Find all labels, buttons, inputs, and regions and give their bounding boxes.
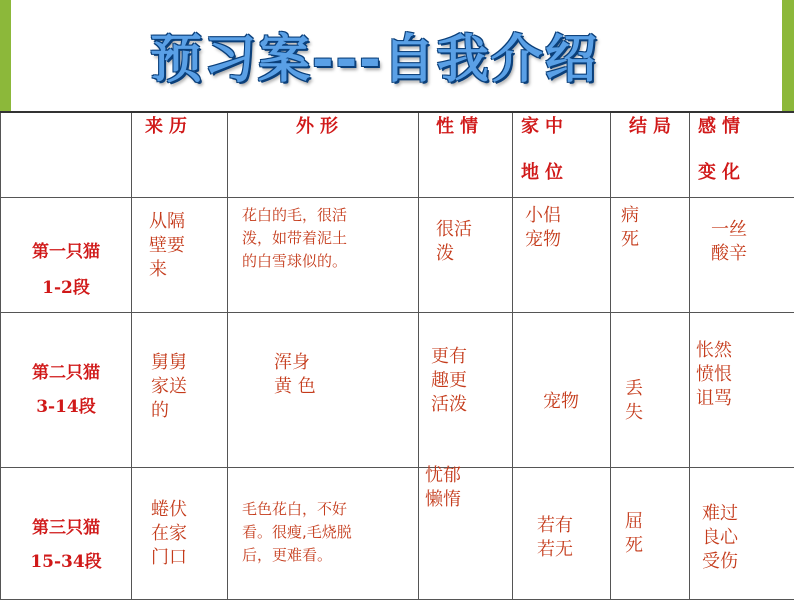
appearance-text: 浑身 黄 色 bbox=[274, 351, 316, 399]
ending-cell bbox=[611, 313, 690, 468]
origin-text: 从隔 壁要 来 bbox=[149, 210, 185, 282]
table-row bbox=[1, 198, 794, 313]
appearance-text: 毛色花白，不好 看。很瘦,毛烧脱 后，更难看。 bbox=[242, 498, 352, 567]
feeling-cell bbox=[690, 198, 794, 313]
temper-text: 忧郁 懒惰 bbox=[425, 464, 461, 512]
header-feeling-label-1: 感情 bbox=[698, 109, 746, 145]
header-temper bbox=[419, 112, 513, 198]
header-empty-cell bbox=[1, 112, 132, 198]
row-range: 1-2段 bbox=[1, 270, 131, 306]
origin-text: 舅舅 家送 的 bbox=[151, 351, 187, 423]
ending-text: 屈 死 bbox=[625, 510, 643, 558]
feeling-cell bbox=[690, 313, 794, 468]
status-text: 宠物 bbox=[543, 390, 579, 414]
header-appearance-label: 外形 bbox=[296, 109, 344, 145]
feeling-text: 难过 良心 受伤 bbox=[702, 502, 738, 574]
header-ending bbox=[611, 112, 690, 198]
ending-cell bbox=[611, 468, 690, 600]
origin-cell bbox=[132, 468, 228, 600]
row-label: 第三只猫 bbox=[1, 510, 131, 546]
feeling-text: 怅然 愤恨 诅骂 bbox=[696, 339, 732, 411]
feeling-cell bbox=[690, 468, 794, 600]
header-origin-label: 来历 bbox=[145, 109, 193, 145]
ending-text: 病 死 bbox=[621, 204, 639, 252]
origin-cell bbox=[132, 313, 228, 468]
appearance-cell bbox=[228, 198, 419, 313]
cat-comparison-table bbox=[0, 111, 794, 600]
temper-cell bbox=[419, 313, 513, 468]
header-temper-label: 性情 bbox=[436, 109, 484, 145]
temper-text: 更有 趣更 活泼 bbox=[431, 345, 467, 417]
temper-cell bbox=[419, 198, 513, 313]
table-row bbox=[1, 468, 794, 600]
header-appearance bbox=[228, 112, 419, 198]
row-range: 15-34段 bbox=[1, 544, 131, 580]
header-feeling-label-2: 变化 bbox=[698, 155, 746, 191]
row-label: 第一只猫 bbox=[1, 234, 131, 270]
table-header-row bbox=[1, 112, 794, 198]
appearance-cell bbox=[228, 468, 419, 600]
temper-text: 很活 泼 bbox=[436, 218, 472, 266]
temper-cell bbox=[419, 468, 513, 600]
ending-text: 丢 失 bbox=[625, 377, 643, 425]
origin-cell bbox=[132, 198, 228, 313]
table-row bbox=[1, 313, 794, 468]
status-cell bbox=[513, 313, 611, 468]
appearance-cell bbox=[228, 313, 419, 468]
header-status bbox=[513, 112, 611, 198]
status-cell bbox=[513, 468, 611, 600]
status-cell bbox=[513, 198, 611, 313]
header-feeling bbox=[690, 112, 794, 198]
row-label-cell bbox=[1, 468, 132, 600]
header-ending-label: 结局 bbox=[629, 109, 677, 145]
status-text: 小侣 宠物 bbox=[525, 204, 561, 252]
header-status-label-1: 家中 bbox=[521, 109, 569, 145]
appearance-text: 花白的毛，很活 泼，如带着泥土 的白雪球似的。 bbox=[242, 204, 347, 273]
slide-title: 预习案---自我介绍 bbox=[150, 20, 599, 100]
ending-cell bbox=[611, 198, 690, 313]
row-label-cell bbox=[1, 313, 132, 468]
header-origin bbox=[132, 112, 228, 198]
header-status-label-2: 地位 bbox=[521, 155, 569, 191]
row-range: 3-14段 bbox=[1, 389, 131, 425]
status-text: 若有 若无 bbox=[537, 514, 573, 562]
feeling-text: 一丝 酸辛 bbox=[711, 218, 747, 266]
row-label: 第二只猫 bbox=[1, 355, 131, 391]
origin-text: 蜷伏 在家 门口 bbox=[151, 498, 187, 570]
row-label-cell bbox=[1, 198, 132, 313]
